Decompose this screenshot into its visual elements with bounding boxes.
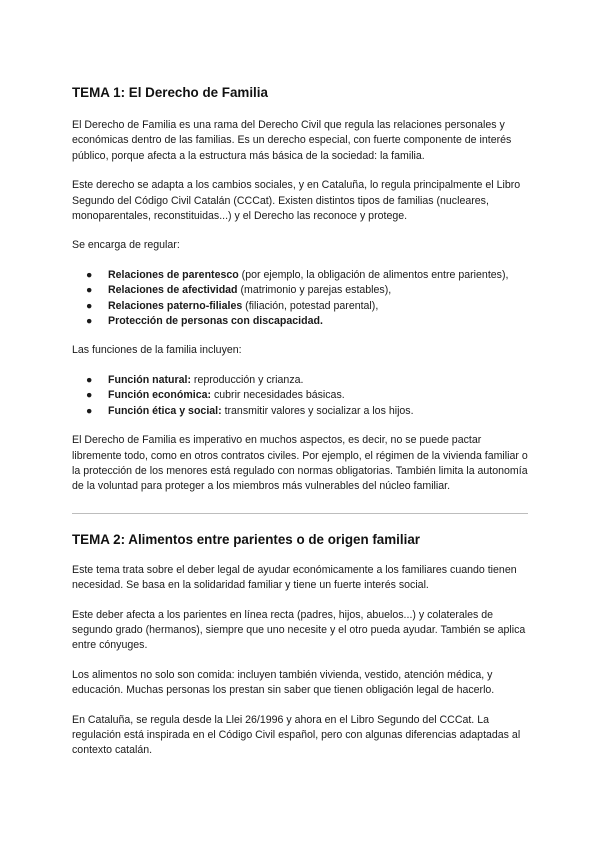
- bullet-icon: ●: [86, 389, 93, 402]
- tema1-heading: TEMA 1: El Derecho de Familia: [72, 85, 268, 100]
- bullet-icon: ●: [86, 404, 93, 417]
- tema2-paragraph-3: Los alimentos no solo son comida: incluyen también vivienda, vestido, atención médica, y educación. Muchas personas los prestan sin saber que tienen obligación legal de hacerlo.: [72, 668, 495, 697]
- tema1-paragraph-5: El Derecho de Familia es imperativo en muchos aspectos, es decir, no se puede pactar libremente todo, como en otros contratos civiles. Por ejemplo, el régimen de la vivienda familiar o la protección de los menores está regulado con normas obligatorias. También limita la autonomía de la voluntad para proteger a los miembros más vulnerables del núcleo familiar.: [72, 434, 528, 493]
- list-item: ● Protección de personas con discapacidad.: [72, 314, 528, 329]
- list-item: ● Relaciones paterno-filiales (filiación, potestad parental),: [72, 299, 528, 314]
- tema2-heading: TEMA 2: Alimentos entre parientes o de origen familiar: [72, 531, 420, 547]
- tema1-paragraph-4: Las funciones de la familia incluyen:: [72, 344, 242, 357]
- tema1-paragraph-1: El Derecho de Familia es una rama del Derecho Civil que regula las relaciones personales y económicas dentro de las familias. Es un derecho especial, con fuerte componente de interés público, porque afecta a la estructura más básica de la sociedad: la familia.: [72, 119, 512, 162]
- list-item: ● Función económica: cubrir necesidades básicas.: [72, 388, 528, 403]
- bullet-icon: ●: [86, 268, 93, 281]
- tema1-paragraph-3: Se encarga de regular:: [72, 239, 180, 252]
- tema2-paragraph-2: Este deber afecta a los parientes en línea recta (padres, hijos, abuelos...) y colaterales de segundo grado (hermanos), siempre que uno necesite y el otro pueda ayudar. También se aplica entre cónyuges.: [72, 608, 526, 652]
- bullet-icon: ●: [86, 373, 93, 386]
- list-item: ● Función natural: reproducción y crianza.: [72, 373, 528, 388]
- regula-list: [72, 268, 528, 330]
- bullet-icon: ●: [86, 299, 93, 312]
- bullet-icon: ●: [86, 315, 93, 328]
- funciones-list: [72, 373, 528, 419]
- tema1-paragraph-2: Este derecho se adapta a los cambios sociales, y en Cataluña, lo regula principalmente el Libro Segundo del Código Civil Catalán (CCCat). Existen distintos tipos de familias (nucleares, monoparentales, reconstituidas...) y el Derecho las reconoce y protege.: [72, 179, 521, 223]
- list-item: ● Relaciones de parentesco (por ejemplo, la obligación de alimentos entre parientes),: [72, 268, 528, 283]
- tema2-paragraph-1: Este tema trata sobre el deber legal de ayudar económicamente a los familiares cuando tienen necesidad. Se basa en la solidaridad familiar y tiene un fuerte interés social.: [72, 563, 517, 592]
- bullet-icon: ●: [86, 284, 93, 297]
- list-item: ● Relaciones de afectividad (matrimonio y parejas estables),: [72, 283, 528, 298]
- tema2-paragraph-4: En Cataluña, se regula desde la Llei 26/1996 y ahora en el Libro Segundo del CCCat. La regulación está inspirada en el Código Civil español, pero con algunas diferencias adaptadas al contexto catalán.: [72, 713, 521, 757]
- document-page: [72, 84, 528, 759]
- list-item: ● Función ética y social: transmitir valores y socializar a los hijos.: [72, 404, 528, 419]
